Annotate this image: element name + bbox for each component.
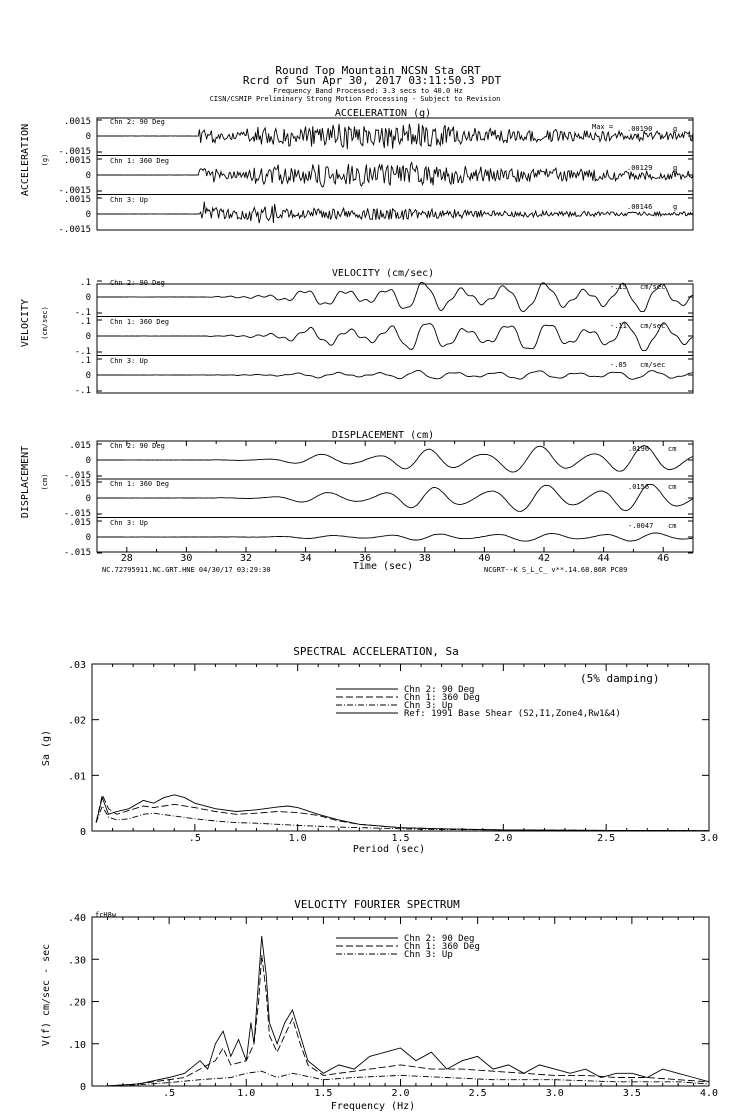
y-tick-label: .01 bbox=[67, 771, 86, 783]
channel-ytick-bottom: -.015 bbox=[63, 471, 91, 481]
x-tick-label: 1.0 bbox=[237, 1088, 256, 1099]
channel-ytick-mid: 0 bbox=[85, 293, 91, 303]
time-axis bbox=[97, 441, 693, 564]
channel-ytick-top: .015 bbox=[69, 518, 91, 528]
channel-ytick-mid: 0 bbox=[85, 171, 91, 181]
time-tick-label: 30 bbox=[180, 553, 193, 564]
channel-unit: cm bbox=[668, 522, 677, 530]
x-tick-label: 2.5 bbox=[597, 833, 616, 844]
series-line-2 bbox=[107, 955, 709, 1086]
time-tick-label: 40 bbox=[478, 553, 491, 564]
sa-chart bbox=[68, 660, 718, 844]
fs-xlabel: Frequency (Hz) bbox=[330, 1101, 416, 1112]
time-series-group bbox=[20, 108, 693, 558]
legend-entry: Chn 1: 360 Deg bbox=[404, 942, 480, 952]
time-tick-label: 42 bbox=[537, 553, 551, 564]
x-tick-label: .5 bbox=[163, 1088, 176, 1099]
time-tick-label: 44 bbox=[597, 553, 610, 564]
channel-peak: .0196 bbox=[628, 445, 650, 453]
channel-ytick-bottom: -.1 bbox=[74, 386, 91, 396]
channel-name: Chn 1: 360 Deg bbox=[110, 157, 170, 165]
channel-2 bbox=[75, 317, 693, 358]
footer-right: NCGRT--K S_L_C_ v**.14.68.86R PC89 bbox=[484, 566, 628, 574]
time-tick-label: 34 bbox=[299, 553, 312, 564]
channel-ytick-top: .1 bbox=[80, 317, 91, 327]
channel-trace bbox=[97, 371, 692, 380]
legend-entry: Ref: 1991 Base Shear (S2,I1,Zone4,Rw1&4) bbox=[404, 709, 621, 719]
time-tick-label: 46 bbox=[657, 553, 670, 564]
footer-left: NC.72795911.NC.GRT.HNE 04/30/17 03:29:30 bbox=[102, 566, 271, 574]
time-tick-label: 36 bbox=[359, 553, 372, 564]
channel-ytick-mid: 0 bbox=[85, 494, 91, 504]
channel-ytick-mid: 0 bbox=[85, 132, 91, 142]
channel-unit: cm bbox=[668, 483, 677, 491]
channel-name: Chn 2: 90 Deg bbox=[110, 118, 165, 126]
x-tick-label: 1.0 bbox=[288, 833, 307, 844]
y-tick-label: .20 bbox=[67, 997, 86, 1009]
panel-title: VELOCITY (cm/sec) bbox=[331, 268, 435, 279]
y-tick-label: .10 bbox=[67, 1039, 86, 1051]
header-record: Rcrd of Sun Apr 30, 2017 03:11:50.3 PDT bbox=[242, 74, 502, 87]
series-line-2 bbox=[96, 795, 709, 831]
channel-name: Chn 2: 90 Deg bbox=[110, 442, 165, 450]
channel-name: Chn 1: 360 Deg bbox=[110, 318, 170, 326]
channel-ytick-top: .1 bbox=[80, 278, 91, 288]
fs-ylabel: V(f) cm/sec - sec bbox=[41, 943, 52, 1047]
x-tick-label: 3.0 bbox=[699, 833, 719, 844]
max-label: Max = bbox=[592, 123, 614, 131]
channel-peak: .00129 bbox=[627, 164, 653, 172]
sa-title: SPECTRAL ACCELERATION, Sa bbox=[293, 645, 459, 658]
channel-ytick-mid: 0 bbox=[85, 456, 91, 466]
channel-unit: cm bbox=[668, 445, 677, 453]
channel-ytick-bottom: -.015 bbox=[63, 548, 91, 558]
channel-ytick-top: .015 bbox=[69, 479, 91, 489]
series-line-1 bbox=[96, 795, 709, 831]
panel-title: DISPLACEMENT (cm) bbox=[331, 430, 435, 441]
channel-peak: -.05 bbox=[610, 361, 627, 369]
channel-peak: -.11 bbox=[610, 322, 627, 330]
channel-trace bbox=[97, 163, 693, 187]
y-tick-label: 0 bbox=[79, 1082, 86, 1093]
x-tick-label: 3.5 bbox=[622, 1088, 641, 1099]
x-tick-label: .5 bbox=[188, 833, 201, 844]
x-tick-label: 2.5 bbox=[468, 1088, 487, 1099]
channel-trace bbox=[97, 446, 692, 473]
channel-name: Chn 3: Up bbox=[110, 357, 148, 365]
channel-ytick-mid: 0 bbox=[85, 332, 91, 342]
panel-title: ACCELERATION (g) bbox=[334, 108, 432, 119]
fs-title: VELOCITY FOURIER SPECTRUM bbox=[294, 898, 460, 911]
channel-unit: g bbox=[673, 164, 678, 172]
channel-ytick-bottom: -.1 bbox=[74, 308, 91, 318]
panel-side-label: DISPLACEMENT bbox=[20, 445, 31, 519]
channel-name: Chn 3: Up bbox=[110, 519, 148, 527]
series-line-3 bbox=[96, 806, 709, 831]
channel-ytick-mid: 0 bbox=[85, 210, 91, 220]
channel-trace bbox=[97, 283, 692, 312]
panel-side-label: VELOCITY bbox=[20, 298, 31, 348]
channel-ytick-bottom: -.0015 bbox=[58, 225, 91, 235]
channel-ytick-bottom: -.0015 bbox=[58, 147, 91, 157]
legend-entry: Chn 2: 90 Deg bbox=[404, 685, 475, 695]
panel-displacement bbox=[20, 430, 693, 558]
channel-name: Chn 3: Up bbox=[110, 196, 148, 204]
channel-1 bbox=[64, 441, 693, 481]
panel-side-unit: (cm) bbox=[41, 473, 49, 491]
x-tick-label: 1.5 bbox=[314, 1088, 333, 1099]
time-tick-label: 32 bbox=[239, 553, 253, 564]
sa-note: (5% damping) bbox=[580, 672, 660, 685]
y-tick-label: .02 bbox=[67, 715, 86, 727]
panel-side-label: ACCELERATION bbox=[20, 123, 31, 197]
header-station: Round Top Mountain NCSN Sta GRT bbox=[275, 64, 481, 77]
legend-entry: Chn 3: Up bbox=[404, 950, 453, 960]
channel-ytick-top: .0015 bbox=[63, 156, 91, 166]
panel-acceleration bbox=[20, 108, 693, 235]
x-tick-label: 2.0 bbox=[391, 1088, 410, 1099]
channel-peak: .00190 bbox=[627, 125, 653, 133]
channel-unit: g bbox=[673, 125, 678, 133]
channel-unit: cm/sec bbox=[640, 322, 666, 330]
legend-entry: Chn 1: 360 Deg bbox=[404, 693, 480, 703]
channel-ytick-bottom: -.1 bbox=[74, 347, 91, 357]
channel-trace bbox=[97, 484, 692, 511]
channel-2 bbox=[64, 479, 693, 519]
y-tick-label: .40 bbox=[67, 913, 86, 924]
header-notice: CISN/CSMIP Preliminary Strong Motion Processing - Subject to Revision bbox=[209, 95, 501, 103]
time-tick-label: 28 bbox=[120, 553, 133, 564]
channel-ytick-bottom: -.015 bbox=[63, 509, 91, 519]
legend-entry: Chn 3: Up bbox=[404, 701, 453, 711]
header-band: Frequency Band Processed: 3.3 secs to 40.0 Hz bbox=[273, 87, 463, 95]
channel-ytick-mid: 0 bbox=[85, 533, 91, 543]
channel-trace bbox=[97, 202, 693, 224]
channel-unit: cm/sec bbox=[640, 283, 666, 291]
legend-entry: Chn 2: 90 Deg bbox=[404, 934, 475, 944]
channel-peak: -.0047 bbox=[628, 522, 654, 530]
channel-trace bbox=[97, 322, 692, 351]
panel-side-unit: (cm/sec) bbox=[41, 306, 49, 340]
x-tick-label: 1.5 bbox=[391, 833, 410, 844]
channel-ytick-bottom: -.0015 bbox=[58, 186, 91, 196]
channel-unit: g bbox=[673, 203, 678, 211]
time-axis-label: Time (sec) bbox=[352, 561, 414, 572]
channel-ytick-top: .015 bbox=[69, 441, 91, 451]
x-tick-label: 2.0 bbox=[494, 833, 513, 844]
fs-chart bbox=[68, 913, 718, 1099]
panel-velocity bbox=[20, 268, 693, 396]
channel-peak: .0156 bbox=[628, 483, 650, 491]
fs-note: fcH8w bbox=[95, 911, 117, 919]
channel-ytick-mid: 0 bbox=[85, 371, 91, 381]
sa-ylabel: Sa (g) bbox=[41, 729, 52, 767]
channel-2 bbox=[58, 156, 693, 197]
channel-name: Chn 2: 90 Deg bbox=[110, 279, 165, 287]
channel-ytick-top: .1 bbox=[80, 356, 91, 366]
panel-side-unit: (g) bbox=[41, 153, 49, 167]
chart-frame bbox=[92, 917, 709, 1086]
chart-legend bbox=[336, 685, 621, 719]
x-tick-label: 3.0 bbox=[545, 1088, 564, 1099]
y-tick-label: .30 bbox=[67, 955, 86, 967]
sa-xlabel: Period (sec) bbox=[352, 844, 426, 855]
channel-name: Chn 1: 360 Deg bbox=[110, 480, 170, 488]
channel-ytick-top: .0015 bbox=[63, 195, 91, 205]
channel-3 bbox=[75, 356, 693, 397]
channel-unit: cm/sec bbox=[640, 361, 666, 369]
channel-peak: .00146 bbox=[627, 203, 653, 211]
channel-ytick-top: .0015 bbox=[63, 117, 91, 127]
chart-legend bbox=[336, 934, 480, 960]
channel-trace bbox=[97, 533, 692, 541]
channel-3 bbox=[58, 195, 693, 236]
time-tick-label: 38 bbox=[418, 553, 431, 564]
y-tick-label: .03 bbox=[67, 660, 86, 671]
x-tick-label: 4.0 bbox=[699, 1088, 719, 1099]
channel-peak: -.15 bbox=[610, 283, 627, 291]
y-tick-label: 0 bbox=[79, 827, 86, 838]
